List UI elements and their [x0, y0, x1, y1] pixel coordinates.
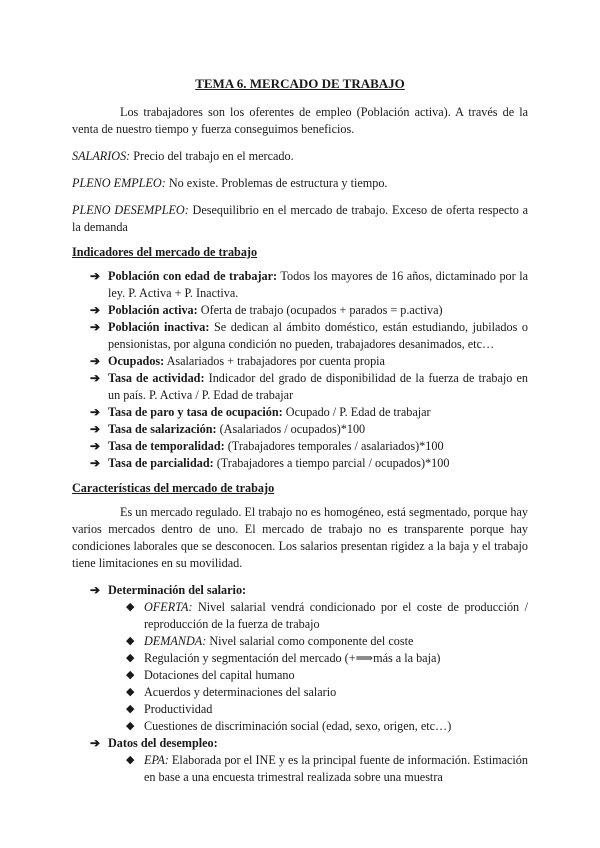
diamond-bullet-icon: ◆ [126, 669, 135, 681]
sub-list-item [126, 633, 528, 650]
sub-list-item [126, 752, 528, 786]
unemployment-sublist [90, 752, 528, 786]
sub-item-text: Regulación y segmentación del mercado (+⟹más a la baja) [144, 651, 441, 665]
arrow-bullet-icon: ➔ [90, 303, 101, 317]
item-text: (Trabajadores temporales / asalariados)*100 [224, 439, 444, 453]
definition-text: No existe. Problemas de estructura y tiempo. [165, 176, 388, 190]
sub-list-item [126, 599, 528, 633]
sub-item-term: DEMANDA: [144, 634, 207, 648]
section-heading-caracteristicas: Características del mercado de trabajo [72, 481, 275, 495]
section-heading-indicadores: Indicadores del mercado de trabajo [72, 245, 258, 259]
sub-item-term: OFERTA: [144, 600, 193, 614]
salary-sublist [90, 599, 528, 735]
item-label: Población inactiva: [108, 320, 210, 334]
item-text: Indicador del grado de disponibilidad de la fuerza de trabajo en un país. P. Activa / P. Edad de trabajar [108, 371, 528, 402]
definition-pleno-empleo [72, 175, 528, 192]
item-text: Todos los mayores de 16 años, dictaminado por la ley. P. Activa + P. Inactiva. [108, 269, 528, 300]
item-label: Ocupados: [108, 354, 165, 368]
item-label: Tasa de paro y tasa de ocupación: [108, 405, 283, 419]
arrow-bullet-icon: ➔ [90, 456, 101, 470]
list-item [90, 353, 528, 370]
definition-term: PLENO DESEMPLEO: [72, 203, 189, 217]
diamond-bullet-icon: ◆ [126, 720, 135, 732]
list-item [90, 438, 528, 455]
sub-list-item [126, 684, 528, 701]
item-label: Tasa de parcialidad: [108, 456, 214, 470]
arrow-bullet-icon: ➔ [90, 320, 101, 334]
diamond-bullet-icon: ◆ [126, 703, 135, 715]
characteristics-paragraph: Es un mercado regulado. El trabajo no es homogéneo, está segmentado, porque hay varios mercados dentro de uno. El mercado de trabajo no es transparente porque hay condiciones laborales que se desconocen. Los salarios presentan rigidez a la baja y el trabajo tiene limitaciones en su movilidad. [72, 505, 528, 570]
item-text: (Trabajadores a tiempo parcial / ocupados)*100 [213, 456, 450, 470]
diamond-bullet-icon: ◆ [126, 601, 135, 613]
list-item [90, 455, 528, 472]
item-text: Asalariados + trabajadores por cuenta propia [164, 354, 385, 368]
sub-item-text: Dotaciones del capital humano [144, 668, 295, 682]
arrow-bullet-icon: ➔ [90, 405, 101, 419]
item-label: Determinación del salario: [108, 583, 247, 597]
page-title: TEMA 6. MERCADO DE TRABAJO [195, 76, 405, 91]
sub-item-text: Nivel salarial vendrá condicionado por el coste de producción / reproducción de la fuerza de trabajo [144, 600, 528, 631]
item-label: Población activa: [108, 303, 198, 317]
item-text: (Asalariados / ocupados)*100 [216, 422, 366, 436]
list-item [90, 302, 528, 319]
arrow-bullet-icon: ➔ [90, 422, 101, 436]
item-text: Oferta de trabajo (ocupados + parados = p.activa) [197, 303, 443, 317]
arrow-bullet-icon: ➔ [90, 269, 101, 283]
item-label: Tasa de temporalidad: [108, 439, 225, 453]
sub-list-item [126, 667, 528, 684]
sub-item-text: Elaborada por el INE y es la principal fuente de información. Estimación en base a una encuesta trimestral realizada sobre una muestra [144, 753, 528, 784]
definition-term: PLENO EMPLEO: [72, 176, 166, 190]
sub-item-text: Nivel salarial como componente del coste [206, 634, 414, 648]
diamond-bullet-icon: ◆ [126, 686, 135, 698]
list-item [90, 421, 528, 438]
list-item [90, 582, 528, 735]
list-item [90, 370, 528, 404]
diamond-bullet-icon: ◆ [126, 652, 135, 664]
item-text: Ocupado / P. Edad de trabajar [282, 405, 431, 419]
item-label: Población con edad de trabajar: [108, 269, 278, 283]
definition-salarios [72, 148, 528, 165]
arrow-bullet-icon: ➔ [90, 439, 101, 453]
indicators-list [72, 268, 528, 472]
list-item [90, 319, 528, 353]
item-label: Datos del desempleo: [108, 736, 218, 750]
intro-paragraph: Los trabajadores son los oferentes de empleo (Población activa). A través de la venta de nuestro tiempo y fuerza conseguimos beneficios. [72, 105, 528, 136]
list-item [90, 735, 528, 786]
arrow-bullet-icon: ➔ [90, 583, 101, 597]
characteristics-list [72, 582, 528, 786]
sub-list-item [126, 718, 528, 735]
sub-item-term: EPA: [144, 753, 169, 767]
sub-item-text: Productividad [144, 702, 213, 716]
list-item [90, 404, 528, 421]
document-page [72, 76, 528, 786]
list-item [90, 268, 528, 302]
definition-pleno-desempleo [72, 202, 528, 236]
sub-list-item [126, 701, 528, 718]
item-label: Tasa de salarización: [108, 422, 217, 436]
diamond-bullet-icon: ◆ [126, 635, 135, 647]
item-text: Se dedican al ámbito doméstico, están estudiando, jubilados o pensionistas, por alguna condición no pueden, trabajadores desanimados, etc… [108, 320, 528, 351]
sub-item-text: Acuerdos y determinaciones del salario [144, 685, 337, 699]
arrow-bullet-icon: ➔ [90, 354, 101, 368]
diamond-bullet-icon: ◆ [126, 754, 135, 766]
arrow-bullet-icon: ➔ [90, 736, 101, 750]
item-label: Tasa de actividad: [108, 371, 205, 385]
sub-list-item [126, 650, 528, 667]
definition-term: SALARIOS: [72, 149, 131, 163]
definition-text: Desequilibrio en el mercado de trabajo. Exceso de oferta respecto a la demanda [72, 203, 529, 234]
sub-item-text: Cuestiones de discriminación social (edad, sexo, origen, etc…) [144, 719, 452, 733]
arrow-bullet-icon: ➔ [90, 371, 101, 385]
definition-text: Precio del trabajo en el mercado. [130, 149, 294, 163]
